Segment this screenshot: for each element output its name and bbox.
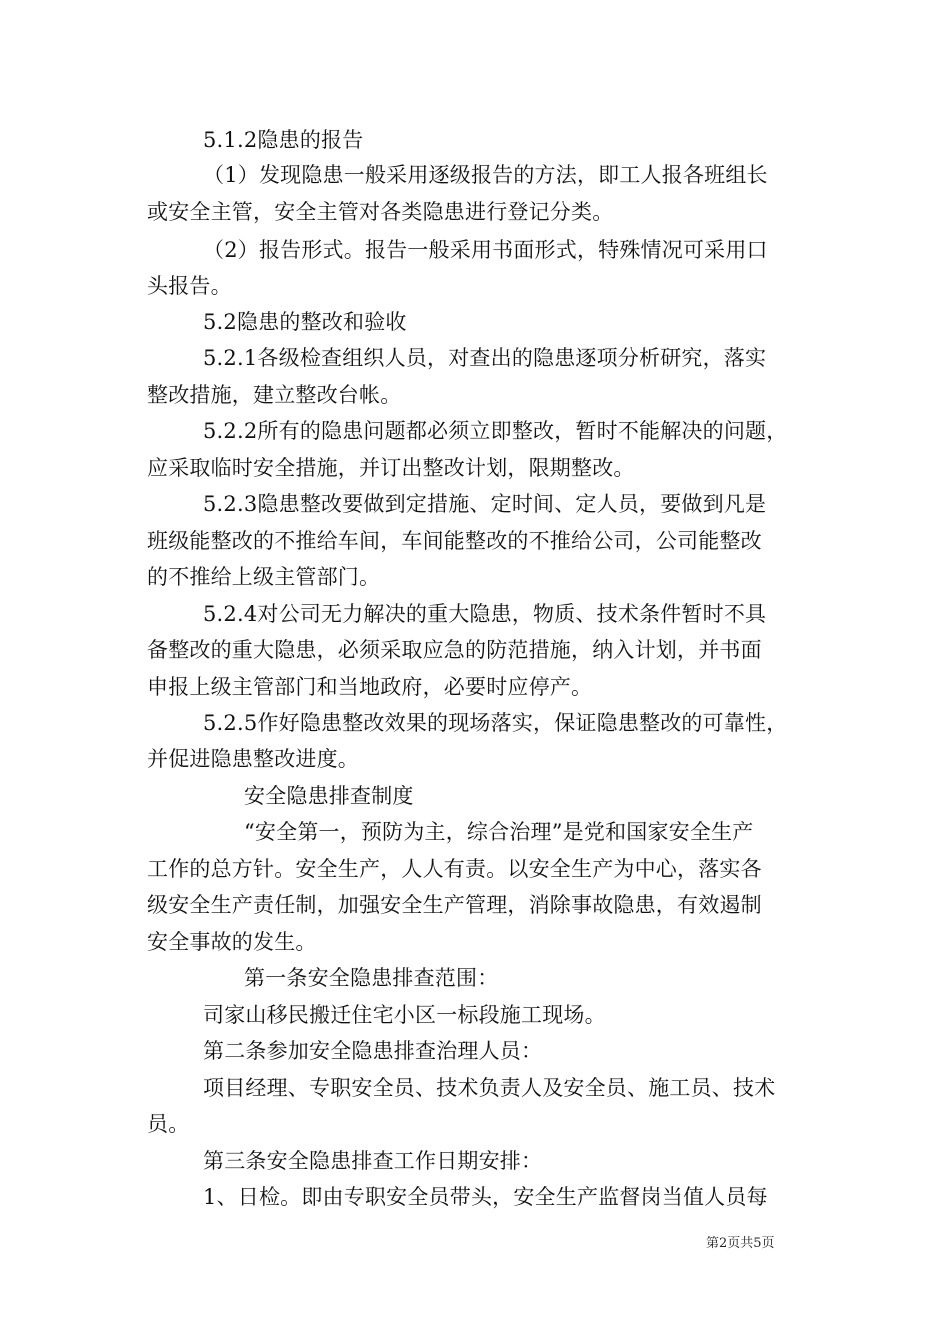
text-line: 员。 bbox=[147, 1112, 190, 1136]
text-line: 5.2.5作好隐患整改效果的现场落实，保证隐患整改的可靠性， bbox=[203, 711, 788, 735]
text-line: 司家山移民搬迁住宅小区一标段施工现场。 bbox=[203, 1003, 606, 1027]
text-line: 头报告。 bbox=[147, 274, 232, 298]
text-line: 并促进隐患整改进度。 bbox=[147, 747, 359, 771]
text-line: 5.2.2所有的隐患问题都必须立即整改，暂时不能解决的问题， bbox=[203, 419, 788, 443]
text-line: 第一条安全隐患排查范围： bbox=[244, 966, 499, 990]
text-line: 第二条参加安全隐患排查治理人员： bbox=[203, 1039, 543, 1063]
text-line: 整改措施，建立整改台帐。 bbox=[147, 383, 402, 407]
text-line: 第三条安全隐患排查工作日期安排： bbox=[203, 1149, 543, 1173]
text-line: 申报上级主管部门和当地政府，必要时应停产。 bbox=[147, 675, 593, 699]
text-line: 5.2.3隐患整改要做到定措施、定时间、定人员，要做到凡是 bbox=[203, 492, 767, 516]
text-line: 项目经理、专职安全员、技术负责人及安全员、施工员、技术 bbox=[203, 1076, 776, 1100]
text-line: 5.2.4对公司无力解决的重大隐患，物质、技术条件暂时不具 bbox=[203, 602, 767, 626]
text-line: 级安全生产责任制，加强安全生产管理，消除事故隐患，有效遏制 bbox=[147, 893, 762, 917]
text-line: 安全事故的发生。 bbox=[147, 930, 317, 954]
text-line: 备整改的重大隐患，必须采取应急的防范措施，纳入计划，并书面 bbox=[147, 638, 762, 662]
text-line: 的不推给上级主管部门。 bbox=[147, 565, 381, 589]
text-line: “安全第一，预防为主，综合治理”是党和国家安全生产 bbox=[244, 820, 754, 844]
text-line: 班级能整改的不推给车间，车间能整改的不推给公司，公司能整改 bbox=[147, 529, 762, 553]
page-number: 第2页共5页 bbox=[706, 1236, 775, 1251]
text-line: 工作的总方针。安全生产，人人有责。以安全生产为中心，落实各 bbox=[147, 857, 762, 881]
text-line: 或安全主管，安全主管对各类隐患进行登记分类。 bbox=[147, 200, 614, 224]
text-line: 1、日检。即由专职安全员带头，安全生产监督岗当值人员每 bbox=[203, 1185, 768, 1209]
text-line: 5.1.2隐患的报告 bbox=[203, 128, 364, 152]
section-title: 安全隐患排查制度 bbox=[244, 784, 414, 808]
text-line: 5.2隐患的整改和验收 bbox=[203, 310, 407, 334]
text-line: （1）发现隐患一般采用逐级报告的方法，即工人报各班组长 bbox=[203, 163, 768, 187]
text-line: （2）报告形式。报告一般采用书面形式，特殊情况可采用口 bbox=[203, 238, 768, 262]
text-line: 应采取临时安全措施，并订出整改计划，限期整改。 bbox=[147, 456, 635, 480]
text-line: 5.2.1各级检查组织人员，对查出的隐患逐项分析研究，落实 bbox=[203, 346, 767, 370]
